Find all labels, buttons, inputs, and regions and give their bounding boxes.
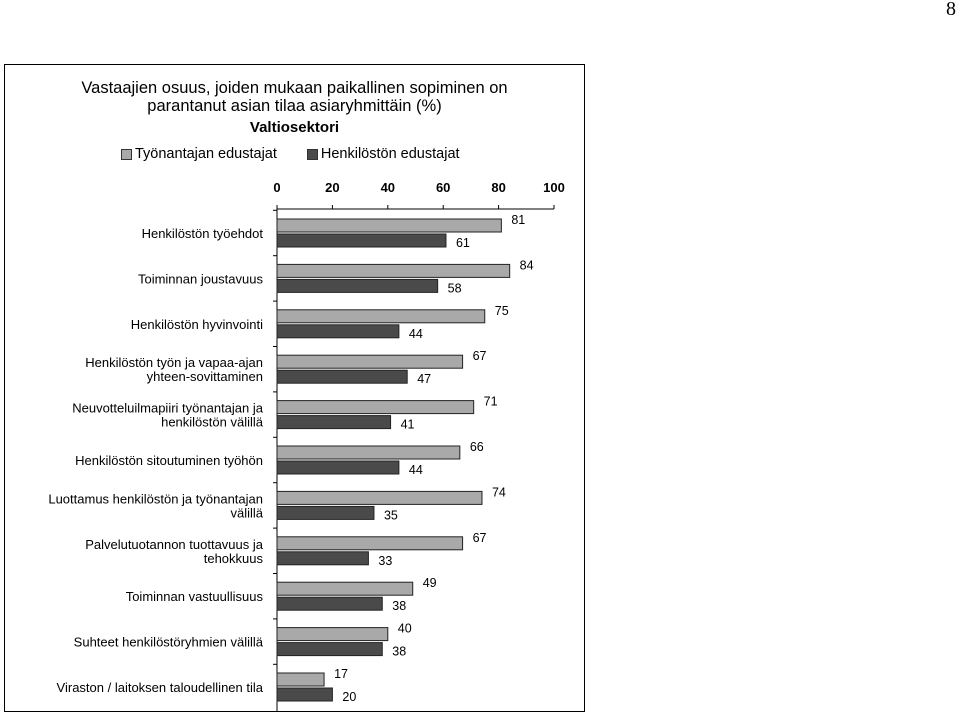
data-label: 74 [491, 485, 506, 500]
category-label: Palvelutuotannon tuottavuus ja [85, 536, 263, 552]
data-label: 67 [472, 530, 487, 545]
legend-label-series-2: Henkilöstön edustajat [320, 146, 460, 162]
bar-tyonantajan-edustajat [277, 446, 460, 459]
data-label: 41 [400, 417, 415, 432]
data-label: 44 [408, 326, 423, 341]
data-label: 17 [334, 667, 348, 681]
category-label: Viraston / laitoksen taloudellinen tila [56, 680, 263, 695]
category-label: Suhteet henkilöstöryhmien välillä [73, 634, 263, 650]
x-tick-label: 100 [543, 180, 565, 195]
data-label: 38 [392, 644, 407, 659]
bar-henkiloston-edustajat [277, 597, 382, 610]
bar-tyonantajan-edustajat [277, 264, 510, 277]
category-label: Henkilöstön sitoutuminen työhön [75, 453, 263, 468]
bar-tyonantajan-edustajat [277, 582, 413, 595]
x-tick-label: 40 [380, 180, 396, 195]
chart-title-line-1: Vastaajien osuus, joiden mukaan paikallinen sopiminen on [81, 79, 508, 97]
category-label: Henkilöstön työehdot [141, 226, 263, 241]
bar-tyonantajan-edustajat [277, 401, 474, 414]
bar-tyonantajan-edustajat [277, 491, 482, 504]
data-label: 49 [422, 576, 437, 591]
data-label: 66 [469, 440, 484, 454]
category-label: henkilöstön välillä [161, 414, 263, 430]
bar-henkiloston-edustajat [277, 234, 446, 247]
data-label: 67 [472, 349, 487, 364]
data-label: 47 [417, 372, 432, 387]
category-label: Neuvotteluilmapiiri työnantajan ja [72, 400, 263, 416]
category-label: Toiminnan joustavuus [137, 271, 263, 287]
data-label: 40 [397, 621, 412, 636]
bar-henkiloston-edustajat [277, 370, 407, 383]
bar-henkiloston-edustajat [277, 279, 438, 292]
x-tick-label: 60 [435, 180, 451, 195]
chart-frame [4, 64, 585, 712]
category-label: Henkilöstön hyvinvointi [130, 316, 263, 332]
chart-subtitle: Valtiosektori [249, 119, 340, 136]
data-label: 35 [383, 508, 398, 523]
bar-henkiloston-edustajat [277, 506, 374, 519]
bar-tyonantajan-edustajat [277, 219, 501, 232]
data-label: 33 [378, 553, 393, 568]
data-label: 61 [455, 236, 470, 250]
bar-tyonantajan-edustajat [277, 355, 463, 368]
category-label: välillä [230, 505, 263, 521]
page-number: 8 [946, 0, 956, 20]
bar-tyonantajan-edustajat [277, 537, 463, 550]
bar-tyonantajan-edustajat [277, 628, 388, 641]
bar-henkiloston-edustajat [277, 416, 391, 429]
category-label: Henkilöstön työn ja vapaa-ajan [85, 355, 263, 371]
legend-label-series-1: Työnantajan edustajat [135, 146, 277, 162]
category-label: yhteen-sovittaminen [146, 369, 263, 385]
x-tick-label: 20 [325, 180, 340, 195]
bar-henkiloston-edustajat [277, 461, 399, 474]
bar-henkiloston-edustajat [277, 325, 399, 338]
x-tick-label: 80 [491, 180, 506, 195]
bar-tyonantajan-edustajat [277, 310, 485, 323]
category-label: tehokkuus [203, 550, 263, 566]
bar-henkiloston-edustajat [277, 688, 332, 701]
bar-henkiloston-edustajat [277, 552, 368, 565]
data-label: 71 [483, 394, 498, 409]
category-label: Toiminnan vastuullisuus [125, 589, 263, 605]
bar-tyonantajan-edustajat [277, 673, 324, 686]
data-label: 84 [519, 258, 534, 273]
data-label: 81 [511, 213, 526, 227]
data-label: 58 [447, 281, 462, 296]
data-label: 44 [408, 463, 423, 477]
data-label: 38 [392, 599, 407, 614]
category-label: Luottamus henkilöstön ja työnantajan [48, 491, 263, 507]
bar-henkiloston-edustajat [277, 643, 382, 656]
data-label: 20 [342, 690, 357, 704]
data-label: 75 [494, 303, 509, 318]
bar-chart [5, 65, 584, 711]
x-tick-label: 0 [273, 180, 281, 195]
chart-title-line-2: parantanut asian tilaa asiaryhmittäin (%) [147, 97, 442, 115]
